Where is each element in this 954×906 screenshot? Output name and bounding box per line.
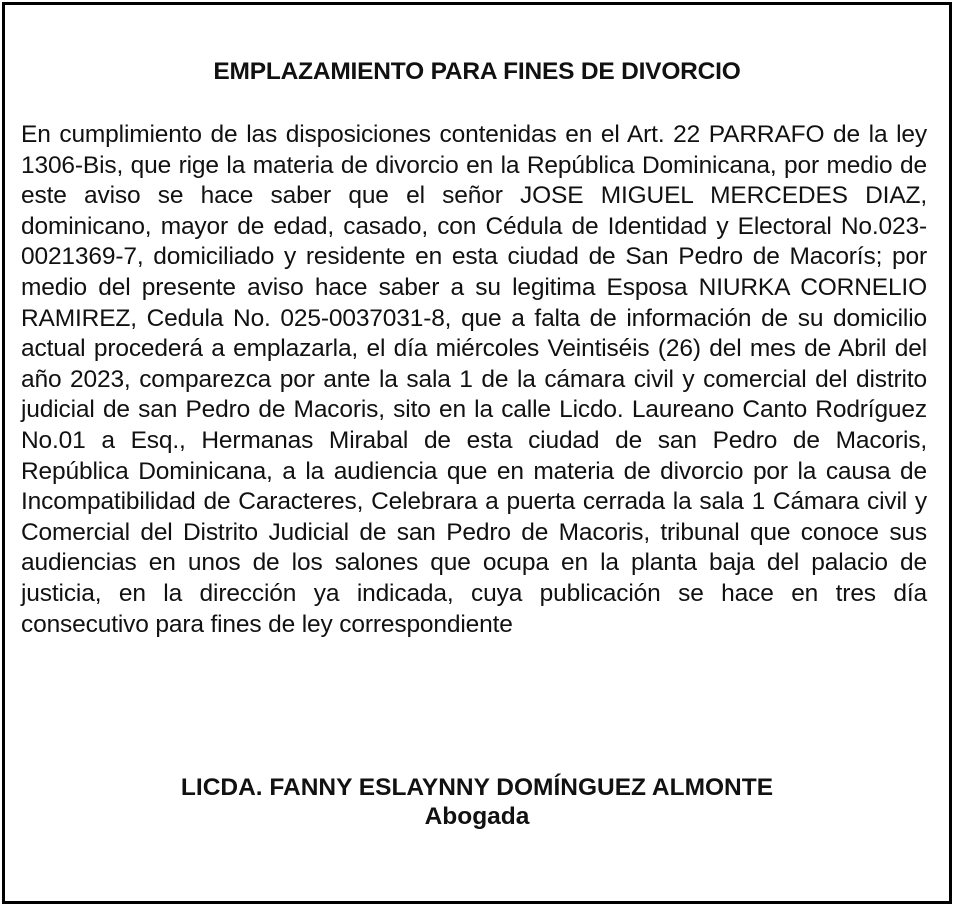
notice-body: En cumplimiento de las disposiciones contenidas en el Art. 22 PARRAFO de la ley 1306-Bis, que rige la materia de divorcio en la República Dominicana, por medio de este aviso se hace saber que el señor JOSE MIGUEL MERCEDES DIAZ, dominicano, mayor de edad, casado, con Cédula de Identidad y Electoral No.023-0021369-7, domiciliado y residente en esta ciudad de San Pedro de Macorís; por medio del presente aviso hace saber a su legitima Esposa NIURKA CORNELIO RAMIREZ, Cedula No. 025-0037031-8, que a falta de información de su domicilio actual procederá a emplazarla, el día miércoles Veintiséis (26) del mes de Abril del año 2023, comparezca por ante la sala 1 de la cámara civil y comercial del distrito judicial de san Pedro de Macoris, sito en la calle Licdo. Laureano Canto Rodríguez No.01 a Esq., Hermanas Mirabal de esta ciudad de san Pedro de Macoris, República Dominicana, a la audiencia que en materia de divorcio por la causa de Incompatibilidad de Caracteres, Celebrara a puerta cerrada la sala 1 Cámara civil y Comercial del Distrito Judicial de san Pedro de Macoris, tribunal que conoce sus audiencias en unos de los salones que ocupa en la planta baja del palacio de justicia, en la dirección ya indicada, cuya publicación se hace en tres día consecutivo para fines de ley correspondiente	[21, 121, 927, 638]
signature-block	[5, 773, 949, 831]
signer-name: LICDA. FANNY ESLAYNNY DOMÍNGUEZ ALMONTE	[180, 774, 774, 801]
signer-role: Abogada	[424, 803, 530, 830]
legal-notice	[2, 2, 952, 904]
notice-title: EMPLAZAMIENTO PARA FINES DE DIVORCIO	[213, 58, 741, 85]
